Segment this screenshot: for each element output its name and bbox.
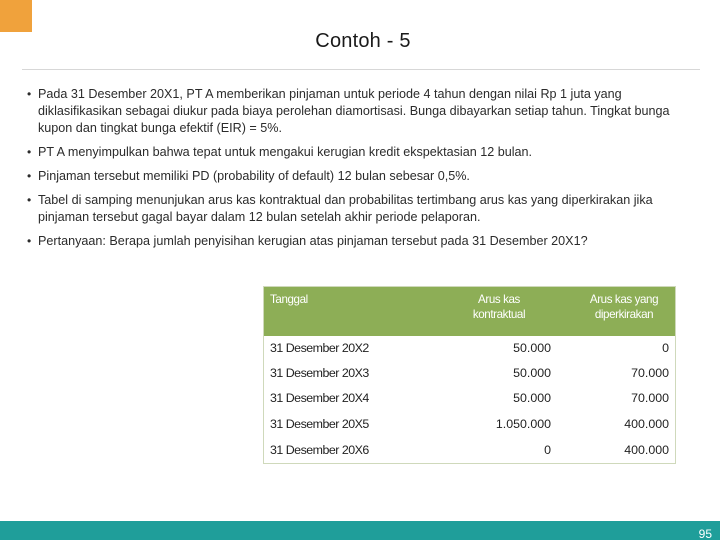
- bullet-text: Pada 31 Desember 20X1, PT A memberikan pinjaman untuk periode 4 tahun dengan nilai Rp 1 juta yang diklasifikasikan sebagai diukur pada biaya perolehan diamortisasi. Bunga dibayarkan setiap tahun. Tingkat bunga kupon dan tingkat bunga efektif (EIR) = 5%.: [38, 87, 670, 135]
- table-header-row: [264, 287, 675, 336]
- bullet-item: [26, 168, 698, 185]
- bullet-text: Pertanyaan: Berapa jumlah penyisihan kerugian atas pinjaman tersebut pada 31 Desember 20X1?: [38, 234, 588, 248]
- header-contractual: Arus kas kontraktual: [472, 293, 526, 321]
- bullet-item: [26, 233, 698, 250]
- bullet-dot-icon: •: [27, 193, 32, 207]
- cell-expected: 70.000: [631, 366, 669, 380]
- table-row: [264, 361, 675, 386]
- bullet-text: PT A menyimpulkan bahwa tepat untuk mengakui kerugian kredit ekspektasian 12 bulan.: [38, 145, 533, 159]
- bullet-dot-icon: •: [27, 145, 32, 159]
- slide-title: Contoh - 5: [315, 30, 411, 52]
- cell-contractual: 1.050.000: [495, 417, 551, 431]
- header-expected: Arus kas yang diperkirakan: [589, 293, 659, 321]
- cell-date: 31 Desember 20X6: [270, 443, 369, 457]
- cell-expected: 400.000: [624, 417, 669, 431]
- cell-expected: 400.000: [624, 443, 669, 457]
- page-number: 95: [698, 527, 712, 541]
- cell-date: 31 Desember 20X2: [270, 341, 369, 355]
- bullet-text: Tabel di samping menunjukan arus kas kontraktual dan probabilitas tertimbang arus kas yang diperkirakan jika pinjaman tersebut gagal bayar dalam 12 bulan setelah akhir periode pelaporan.: [38, 193, 653, 224]
- cash-flow-table: [263, 286, 676, 464]
- bullet-dot-icon: •: [27, 87, 32, 101]
- bullet-dot-icon: •: [27, 234, 32, 248]
- bullet-list: [26, 86, 698, 257]
- cell-contractual: 50.000: [513, 341, 551, 355]
- cell-expected: 70.000: [631, 391, 669, 405]
- title-divider: [22, 69, 700, 70]
- table-row: [264, 386, 675, 411]
- header-date: Tanggal: [270, 293, 308, 306]
- bullet-item: [26, 86, 698, 137]
- footer-bar: [0, 521, 720, 540]
- cell-contractual: 50.000: [513, 366, 551, 380]
- cell-date: 31 Desember 20X3: [270, 366, 369, 380]
- corner-accent-square: [0, 0, 32, 32]
- bullet-text: Pinjaman tersebut memiliki PD (probability of default) 12 bulan sebesar 0,5%.: [38, 169, 470, 183]
- bullet-dot-icon: •: [27, 169, 32, 183]
- bullet-item: [26, 192, 698, 226]
- cell-contractual: 50.000: [513, 391, 551, 405]
- cell-date: 31 Desember 20X5: [270, 417, 369, 431]
- cell-date: 31 Desember 20X4: [270, 391, 369, 405]
- table-row: [264, 336, 675, 361]
- bullet-item: [26, 144, 698, 161]
- cell-expected: 0: [662, 341, 669, 355]
- table-row: [264, 438, 675, 463]
- table-row: [264, 412, 675, 437]
- cell-contractual: 0: [544, 443, 551, 457]
